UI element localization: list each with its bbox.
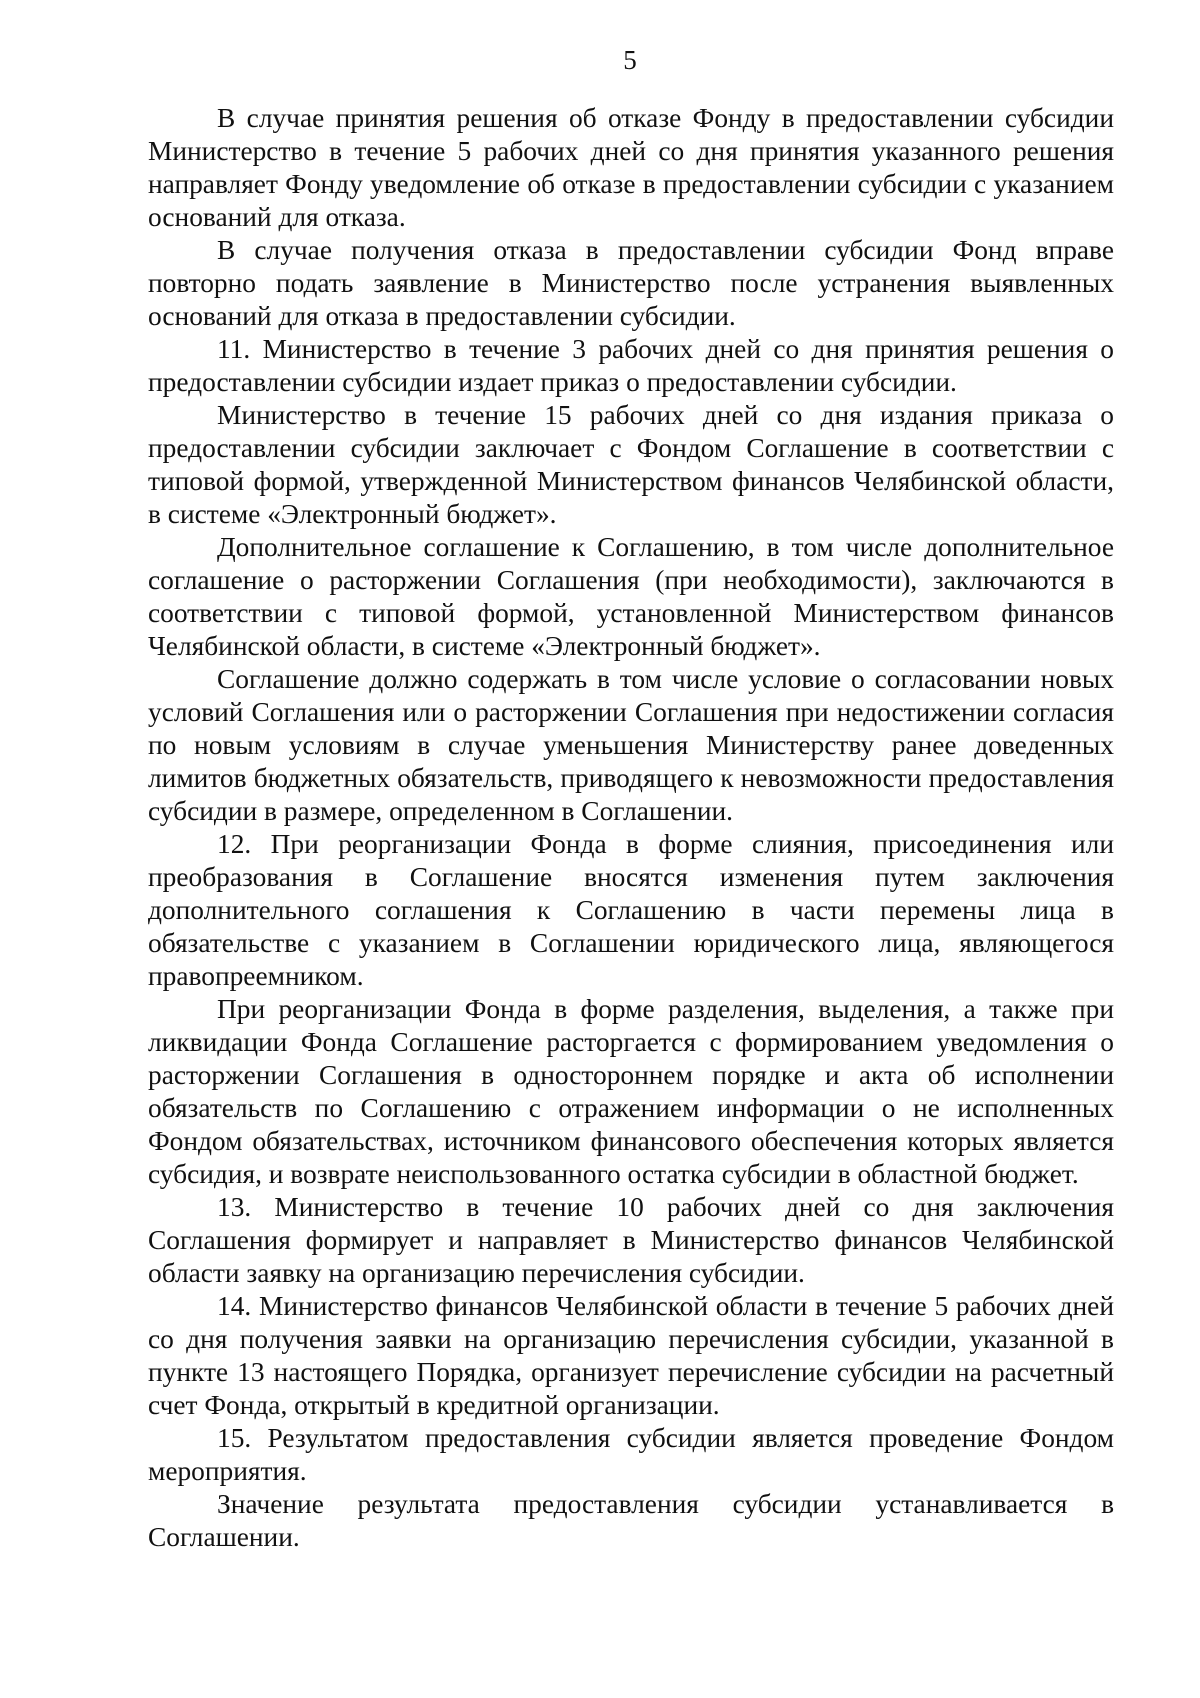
paragraph-liquidation: При реорганизации Фонда в форме разделения, выделения, а также при ликвидации Фонда Соглашение расторгается с формированием уведомления о расторжении Соглашения в одностороннем порядке и акта об исполнении обязательств по Соглашению с отражением информации о не исполненных Фондом обязательствах, источником финансового обеспечения которых является субсидия, и возврате неиспользованного остатка субсидии в областной бюджет. [148,994,1114,1189]
paragraph-item-11: 11. Министерство в течение 3 рабочих дней со дня принятия решения о предоставлении субсидии издает приказ о предоставлении субсидии. [148,334,1114,397]
paragraph-item-12: 12. При реорганизации Фонда в форме слияния, присоединения или преобразования в Соглашение вносятся изменения путем заключения дополнительного соглашения к Соглашению в части перемены лица в обязательстве с указанием в Соглашении юридического лица, являющегося правопреемником. [148,829,1114,991]
paragraph-agreement-conclusion: Министерство в течение 15 рабочих дней со дня издания приказа о предоставлении субсидии заключает с Фондом Соглашение в соответствии с типовой формой, утвержденной Министерством финансов Челябинской области, в системе «Электронный бюджет». [148,400,1114,529]
paragraph-result-value: Значение результата предоставления субсидии устанавливается в Соглашении. [148,1489,1114,1552]
document-body [148,102,1114,1554]
paragraph-agreement-conditions: Соглашение должно содержать в том числе условие о согласовании новых условий Соглашения или о расторжении Соглашения при недостижении согласия по новым условиям в случае уменьшения Министерству ранее доведенных лимитов бюджетных обязательств, приводящего к невозможности предоставления субсидии в размере, определенном в Соглашении. [148,664,1114,826]
paragraph-additional-agreement: Дополнительное соглашение к Соглашению, в том числе дополнительное соглашение о расторжении Соглашения (при необходимости), заключаются в соответствии с типовой формой, установленной Министерством финансов Челябинской области, в системе «Электронный бюджет». [148,532,1114,661]
page-number: 5 [623,45,637,75]
paragraph-item-15: 15. Результатом предоставления субсидии является проведение Фондом мероприятия. [148,1423,1114,1486]
paragraph-item-13: 13. Министерство в течение 10 рабочих дней со дня заключения Соглашения формирует и направляет в Министерство финансов Челябинской области заявку на организацию перечисления субсидии. [148,1192,1114,1288]
paragraph-item-14: 14. Министерство финансов Челябинской области в течение 5 рабочих дней со дня получения заявки на организацию перечисления субсидии, указанной в пункте 13 настоящего Порядка, организует перечисление субсидии на расчетный счет Фонда, открытый в кредитной организации. [148,1291,1114,1420]
paragraph-refusal-notice: В случае принятия решения об отказе Фонду в предоставлении субсидии Министерство в течение 5 рабочих дней со дня принятия указанного решения направляет Фонду уведомление об отказе в предоставлении субсидии с указанием оснований для отказа. [148,103,1114,232]
paragraph-reapply: В случае получения отказа в предоставлении субсидии Фонд вправе повторно подать заявление в Министерство после устранения выявленных оснований для отказа в предоставлении субсидии. [148,235,1114,331]
